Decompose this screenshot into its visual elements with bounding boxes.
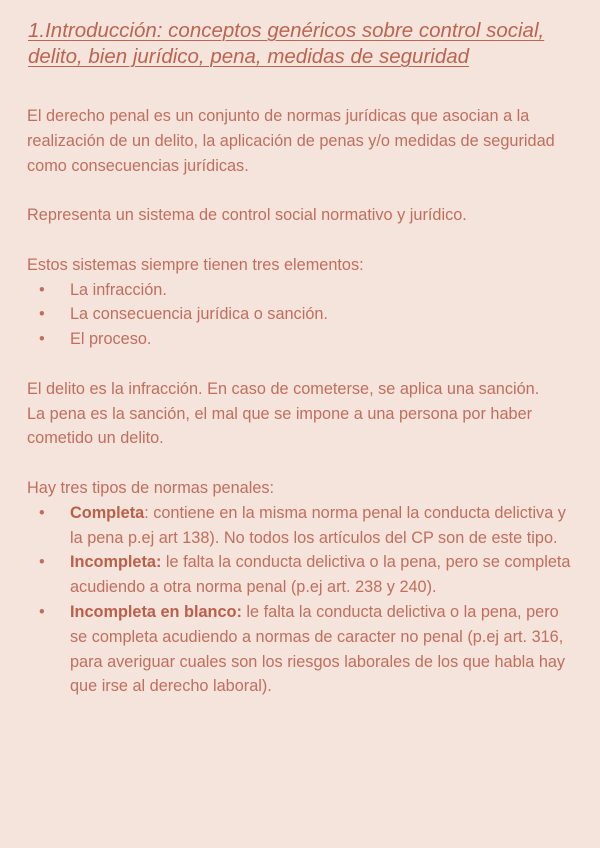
- paragraph-delito: El delito es la infracción. En caso de cometerse, se aplica una sanción.: [27, 379, 540, 398]
- bullet-icon: •: [39, 602, 45, 621]
- term-description: le falta la conducta delictiva o la pena, pero se completa acudiendo a otra norma penal (p.ej art. 238 y 240).: [70, 553, 571, 597]
- list-item-text: El proceso.: [70, 330, 152, 349]
- bullet-icon: •: [39, 280, 45, 299]
- paragraph-norm-types-intro: Hay tres tipos de normas penales:: [27, 478, 275, 497]
- list-item: [27, 501, 579, 551]
- norm-types-list: [27, 501, 579, 699]
- list-item: [27, 302, 579, 327]
- list-item: [27, 278, 579, 303]
- list-item-text: La infracción.: [70, 280, 167, 299]
- term-description: le falta la conducta delictiva o la pena, pero se completa acudiendo a normas de caracter no penal (p.ej art. 316, para averiguar cuales son los riesgos laborales de los que habla hay que irse al derecho laboral).: [70, 602, 566, 696]
- elements-list: [27, 278, 579, 352]
- paragraph-pena: La pena es la sanción, el mal que se impone a una persona por haber cometido un delito.: [27, 404, 533, 448]
- bullet-icon: •: [39, 305, 45, 324]
- bullet-icon: •: [39, 330, 45, 349]
- list-item: [27, 550, 579, 600]
- bullet-icon: •: [39, 503, 45, 522]
- paragraph-control-social: Representa un sistema de control social normativo y jurídico.: [27, 206, 467, 225]
- term-incompleta: Incompleta:: [70, 553, 162, 572]
- list-item: [27, 600, 579, 699]
- list-item-text: La consecuencia jurídica o sanción.: [70, 305, 328, 324]
- section-title: 1.Introducción: conceptos genéricos sobre control social, delito, bien jurídico, pena, medidas de seguridad: [28, 19, 545, 68]
- term-description: : contiene en la misma norma penal la conducta delictiva y la pena p.ej art 138). No todos los artículos del CP son de este tipo.: [70, 503, 566, 547]
- document-body: [27, 104, 579, 699]
- term-completa: Completa: [70, 503, 145, 522]
- list-item: [27, 327, 579, 352]
- paragraph-elements-intro: Estos sistemas siempre tienen tres elementos:: [27, 255, 364, 274]
- bullet-icon: •: [39, 553, 45, 572]
- term-incompleta-en-blanco: Incompleta en blanco:: [70, 602, 242, 621]
- paragraph-definition: El derecho penal es un conjunto de normas jurídicas que asocian a la realización de un delito, la aplicación de penas y/o medidas de seguridad como consecuencias jurídicas.: [27, 107, 555, 175]
